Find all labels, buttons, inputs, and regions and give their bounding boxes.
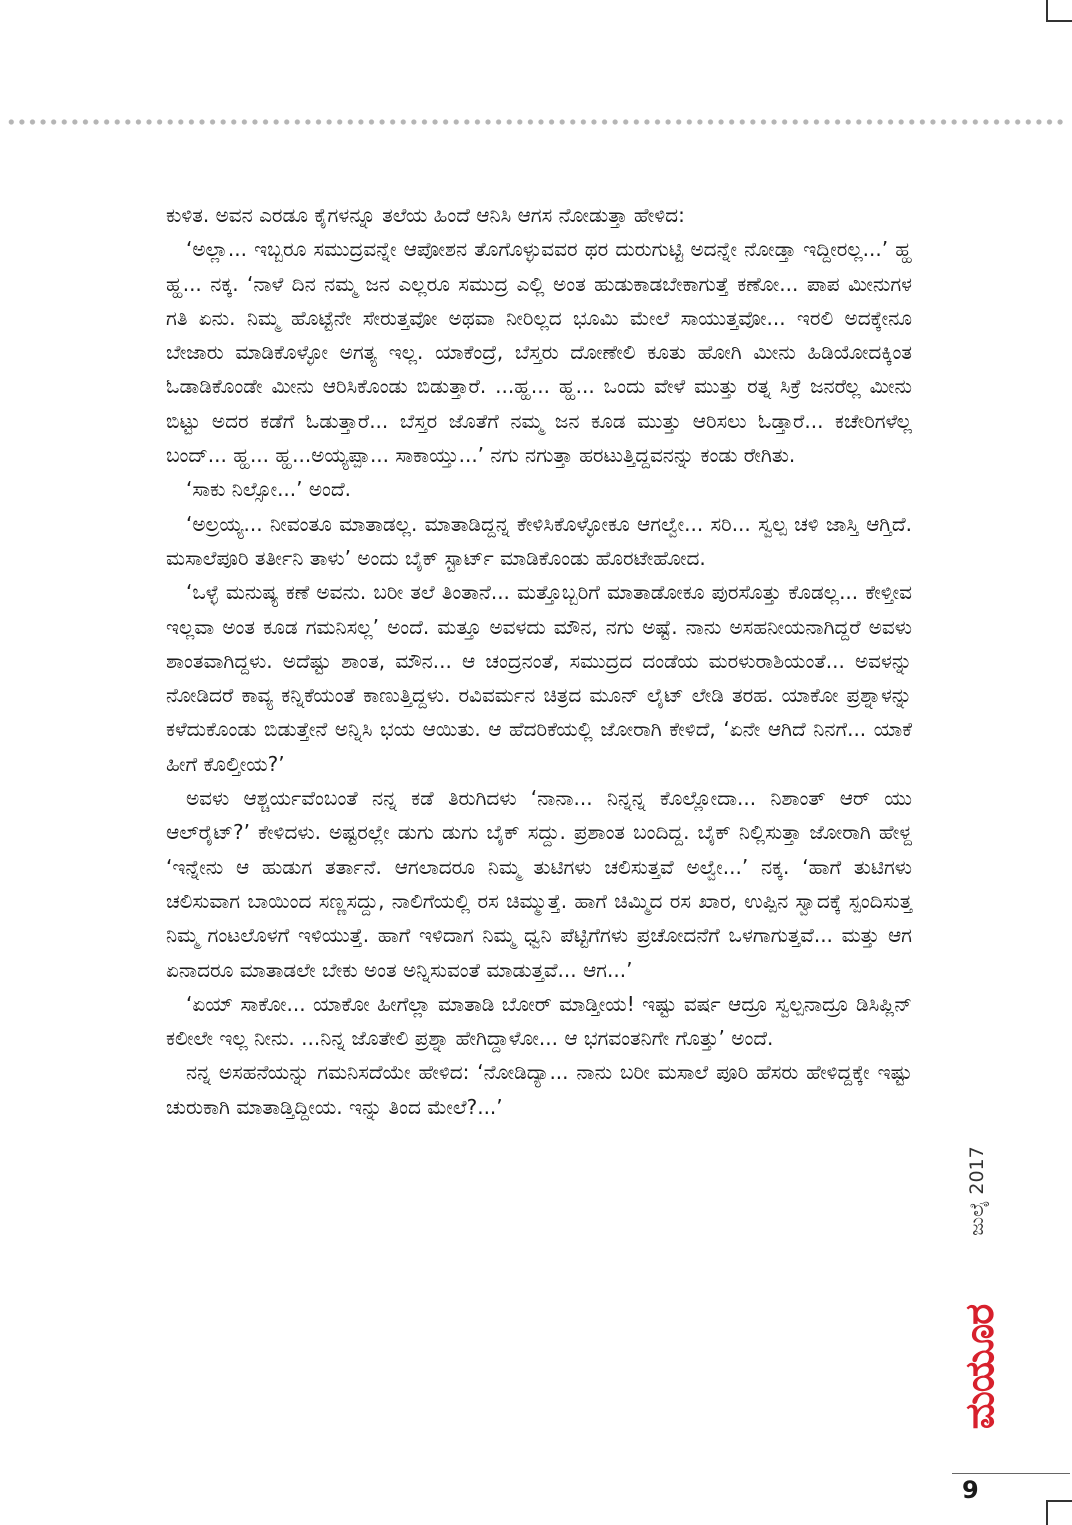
paragraph: ‘ಏಯ್ ಸಾಕೋ... ಯಾಕೋ ಹೀಗೆಲ್ಲಾ ಮಾತಾಡಿ ಬೋರ್ ಮಾಡ್ತೀಯ! ಇಷ್ಟು ವರ್ಷ ಆದ್ರೂ ಸ್ವಲ್ಪನಾದ್ರೂ ಡಿಸಿಪ್ಲಿನ್ ಕಲೀಲೇ ಇಲ್ಲ ನೀನು. ...ನಿನ್ನ ಜೊತೇಲಿ ಪ್ರಶ್ನಾ ಹೇಗಿದ್ದಾಳೋ... ಆ ಭಗವಂತನಿಗೇ ಗೊತ್ತು’ ಅಂದೆ.	[166, 991, 912, 1051]
paragraph: ‘ಅಲ್ರಯ್ಯ... ನೀವಂತೂ ಮಾತಾಡಲ್ಲ. ಮಾತಾಡಿದ್ದನ್ನ ಕೇಳಿಸಿಕೊಳ್ಳೋಕೂ ಆಗಲ್ವೇ... ಸರಿ... ಸ್ವಲ್ಪ ಚಳಿ ಜಾಸ್ತಿ ಆಗ್ತಿದೆ. ಮಸಾಲೆಪೂರಿ ತರ್ತೀನಿ ತಾಳು’ ಅಂದು ಬೈಕ್ ಸ್ಟಾರ್ಟ್ ಮಾಡಿಕೊಂಡು ಹೊರಟೇಹೋದ.	[166, 511, 912, 570]
magazine-logo: ಮಯೂರ	[957, 1304, 1003, 1430]
paragraph: ‘ಸಾಕು ನಿಲ್ಸೋ...’ ಅಂದೆ.	[186, 477, 351, 502]
paragraph: ನನ್ನ ಅಸಹನೆಯನ್ನು ಗಮನಿಸದೆಯೇ ಹೇಳಿದ: ‘ನೋಡಿದ್ಯಾ... ನಾನು ಬರೀ ಮಸಾಲೆ ಪೂರಿ ಹೆಸರು ಹೇಳಿದ್ದಕ್ಕೇ ಇಷ್ಟು ಚುರುಕಾಗಿ ಮಾತಾಡ್ತಿದ್ದೀಯ. ಇನ್ನು ತಿಂದ ಮೇಲೆ?...’	[166, 1060, 912, 1119]
article-body	[166, 198, 912, 1124]
paragraph: ಕುಳಿತ. ಅವನ ಎರಡೂ ಕೈಗಳನ್ನೂ ತಲೆಯ ಹಿಂದೆ ಆನಿಸಿ ಆಗಸ ನೋಡುತ್ತಾ ಹೇಳಿದ:	[166, 203, 685, 227]
paragraph: ಅವಳು ಆಶ್ಚರ್ಯವೆಂಬಂತೆ ನನ್ನ ಕಡೆ ತಿರುಗಿದಳು ‘ನಾನಾ... ನಿನ್ನನ್ನ ಕೊಲ್ಲೋದಾ... ನಿಶಾಂತ್ ಆರ್ ಯು ಆಲ್‌ರೈಟ್?’ ಕೇಳಿದಳು. ಅಷ್ಟರಲ್ಲೇ ಡುಗು ಡುಗು ಬೈಕ್ ಸದ್ದು. ಪ್ರಶಾಂತ ಬಂದಿದ್ದ. ಬೈಕ್ ನಿಲ್ಲಿಸುತ್ತಾ ಜೋರಾಗಿ ಹೇಳ್ದ ‘ಇನ್ನೇನು ಆ ಹುಡುಗ ತರ್ತಾನೆ. ಆಗಲಾದರೂ ನಿಮ್ಮ ತುಟಿಗಳು ಚಲಿಸುತ್ತವೆ ಅಲ್ವೇ...’ ನಕ್ಕ. ‘ಹಾಗೆ ತುಟಿಗಳು ಚಲಿಸುವಾಗ ಬಾಯಿಂದ ಸಣ್ಣಸದ್ದು, ನಾಲಿಗೆಯಲ್ಲಿ ರಸ ಚಿಮ್ಮುತ್ತೆ. ಹಾಗೆ ಚಿಮ್ಮಿದ ರಸ ಖಾರ, ಉಪ್ಪಿನ ಸ್ವಾದಕ್ಕೆ ಸ್ಪಂದಿಸುತ್ತ ನಿಮ್ಮ ಗಂಟಲೊಳಗೆ ಇಳಿಯುತ್ತೆ. ಹಾಗೆ ಇಳಿದಾಗ ನಿಮ್ಮ ಧ್ವನಿ ಪೆಟ್ಟಿಗೆಗಳು ಪ್ರಚೋದನೆಗೆ ಒಳಗಾಗುತ್ತವೆ... ಮತ್ತು ಆಗ ಏನಾದರೂ ಮಾತಾಡಲೇ ಬೇಕು ಅಂತ ಅನ್ನಿಸುವಂತೆ ಮಾಡುತ್ತವೆ... ಆಗ...’	[166, 786, 912, 982]
masthead	[952, 1125, 1008, 1465]
masthead-sidebar	[952, 1125, 1008, 1465]
issue-date: ಜುಲೈ 2017	[966, 1146, 988, 1236]
dotted-separator	[6, 118, 1066, 126]
crop-mark-top	[1046, 0, 1072, 22]
page-number-rule	[952, 1473, 1070, 1474]
page-number: 9	[962, 1476, 979, 1504]
paragraph: ‘ಒಳ್ಳೆ ಮನುಷ್ಯ ಕಣೆ ಅವನು. ಬರೀ ತಲೆ ತಿಂತಾನೆ... ಮತ್ತೊಬ್ಬರಿಗೆ ಮಾತಾಡೋಕೂ ಪುರಸೊತ್ತು ಕೊಡಲ್ಲ... ಕೇಳ್ತೀವ ಇಲ್ಲವಾ ಅಂತ ಕೂಡ ಗಮನಿಸಲ್ಲ’ ಅಂದೆ. ಮತ್ತೂ ಅವಳದು ಮೌನ, ನಗು ಅಷ್ಟೆ. ನಾನು ಅಸಹನೀಯನಾಗಿದ್ದರೆ ಅವಳು ಶಾಂತವಾಗಿದ್ದಳು. ಅದೆಷ್ಟು ಶಾಂತ, ಮೌನ... ಆ ಚಂದ್ರನಂತೆ, ಸಮುದ್ರದ ದಂಡೆಯ ಮರಳುರಾಶಿಯಂತೆ... ಅವಳನ್ನು ನೋಡಿದರೆ ಕಾವ್ಯ ಕನ್ನಿಕೆಯಂತೆ ಕಾಣುತ್ತಿದ್ದಳು. ರವಿವರ್ಮನ ಚಿತ್ರದ ಮೂನ್ ಲೈಟ್ ಲೇಡಿ ತರಹ. ಯಾಕೋ ಪ್ರಶ್ನಾಳನ್ನು ಕಳೆದುಕೊಂಡು ಬಿಡುತ್ತೇನೆ ಅನ್ನಿಸಿ ಭಯ ಆಯಿತು. ಆ ಹೆದರಿಕೆಯಲ್ಲಿ ಜೋರಾಗಿ ಕೇಳಿದೆ, ‘ಏನೇ ಆಗಿದೆ ನಿನಗೆ... ಯಾಕೆ ಹೀಗೆ ಕೊಲ್ತೀಯ?’	[166, 580, 912, 776]
crop-mark-bottom	[1046, 1500, 1072, 1525]
paragraph: ‘ಅಲ್ಲಾ... ಇಬ್ಬರೂ ಸಮುದ್ರವನ್ನೇ ಆಪೋಶನ ತೊಗೊಳ್ಳುವವರ ಥರ ದುರುಗುಟ್ಟಿ ಅದನ್ನೇ ನೋಡ್ತಾ ಇದ್ದೀರಲ್ಲ...’ ಹ್ಹ ಹ್ಹ... ನಕ್ಕ. ‘ನಾಳೆ ದಿನ ನಮ್ಮ ಜನ ಎಲ್ಲರೂ ಸಮುದ್ರ ಎಲ್ಲಿ ಅಂತ ಹುಡುಕಾಡಬೇಕಾಗುತ್ತೆ ಕಣೋ... ಪಾಪ ಮೀನುಗಳ ಗತಿ ಏನು. ನಿಮ್ಮ ಹೊಟ್ಟೆನೇ ಸೇರುತ್ತವೋ ಅಥವಾ ನೀರಿಲ್ಲದ ಭೂಮಿ ಮೇಲೆ ಸಾಯುತ್ತವೋ... ಇರಲಿ ಅದಕ್ಕೇನೂ ಬೇಜಾರು ಮಾಡಿಕೊಳ್ಳೋ ಅಗತ್ಯ ಇಲ್ಲ. ಯಾಕೆಂದ್ರೆ, ಬೆಸ್ತರು ದೋಣೇಲಿ ಕೂತು ಹೋಗಿ ಮೀನು ಹಿಡಿಯೋದಕ್ಕಿಂತ ಓಡಾಡಿಕೊಂಡೇ ಮೀನು ಆರಿಸಿಕೊಂಡು ಬಿಡುತ್ತಾರೆ. ...ಹ್ಹ... ಹ್ಹ... ಒಂದು ವೇಳೆ ಮುತ್ತು ರತ್ನ ಸಿಕ್ರೆ ಜನರೆಲ್ಲ ಮೀನು ಬಿಟ್ಟು ಅದರ ಕಡೆಗೆ ಓಡುತ್ತಾರೆ... ಬೆಸ್ತರ ಜೊತೆಗೆ ನಮ್ಮ ಜನ ಕೂಡ ಮುತ್ತು ಆರಿಸಲು ಓಡ್ತಾರೆ... ಕಚೇರಿಗಳೆಲ್ಲ ಬಂದ್... ಹ್ಹ... ಹ್ಹ...ಅಯ್ಯಪ್ಪಾ... ಸಾಕಾಯ್ತು...’ ನಗು ನಗುತ್ತಾ ಹರಟುತ್ತಿದ್ದವನನ್ನು ಕಂಡು ರೇಗಿತು.	[166, 237, 912, 468]
